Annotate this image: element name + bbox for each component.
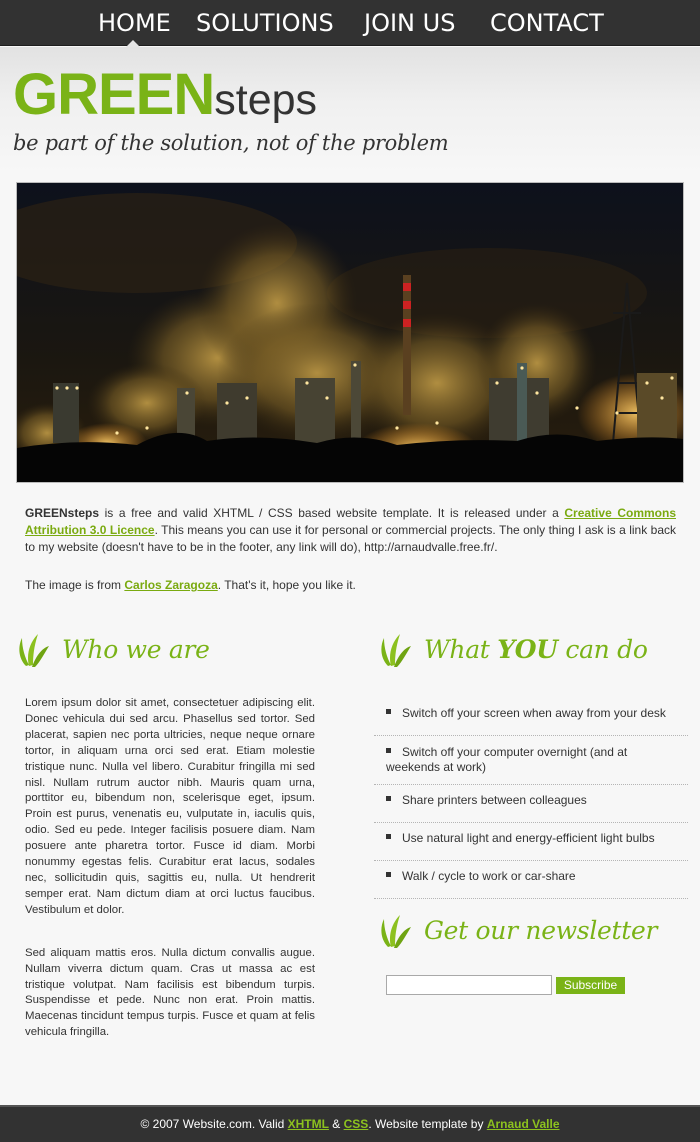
intro-text: is a free and valid XHTML / CSS based website template. It is released under a: [99, 506, 565, 520]
bullet-icon: [386, 709, 391, 714]
intro-text: The image is from: [25, 578, 125, 592]
author-link[interactable]: Arnaud Valle: [486, 1117, 560, 1131]
creative-commons-link[interactable]: Creative Commons Attribution 3.0 Licence: [25, 506, 676, 537]
section-title: What YOU can do: [424, 635, 648, 664]
bullet-icon: [386, 748, 391, 753]
active-nav-indicator: [126, 40, 140, 47]
nav-item-join-us[interactable]: JOIN US: [364, 9, 456, 37]
list-item: Switch off your screen when away from your desk: [374, 698, 688, 736]
intro-paragraph-1: [25, 505, 676, 556]
hero-image: [16, 182, 684, 483]
factory-night-illustration: [17, 183, 683, 482]
list-item: Switch off your computer overnight (and at weekends at work): [374, 736, 688, 785]
subscribe-button[interactable]: Subscribe: [556, 977, 625, 994]
nav-item-home[interactable]: HOME: [98, 9, 171, 37]
footer-text: © 2007 Website.com. Valid: [140, 1117, 288, 1131]
section-title: Who we are: [62, 635, 210, 664]
list-item: Share printers between colleagues: [374, 785, 688, 823]
body-paragraph: Sed aliquam mattis eros. Nulla dictum convallis augue. Nullam viverra dictum quam. Cras ut massa ac est tristique volutpat. Nam facilisis est bibendum turpis. Suspendisse et pede. Nunc non erat. Proin mattis. Maecenas tincidunt tempus turpis. Fusce et quam at felis vehicula fringilla.: [25, 946, 315, 1039]
list-item: Walk / cycle to work or car-share: [374, 861, 688, 899]
nav-item-contact[interactable]: CONTACT: [490, 9, 604, 37]
intro-paragraph-2: [25, 577, 676, 594]
intro-section: [25, 505, 676, 615]
tips-list: [374, 698, 688, 899]
css-link[interactable]: CSS: [343, 1117, 369, 1131]
bullet-icon: [386, 796, 391, 801]
footer-text: &: [328, 1117, 344, 1131]
leaf-icon: [378, 632, 412, 668]
intro-text: . That's it, hope you like it.: [217, 578, 356, 592]
site-footer: [0, 1105, 700, 1142]
site-header: [0, 47, 700, 172]
section-title: Get our newsletter: [424, 916, 658, 945]
leaf-icon: [378, 913, 412, 949]
top-nav: [0, 0, 700, 46]
logo-green-part: GREEN: [13, 62, 215, 127]
image-credit-link[interactable]: Carlos Zaragoza: [124, 578, 218, 592]
body-paragraph: Lorem ipsum dolor sit amet, consectetuer adipiscing elit. Donec vehicula dui sed arcu. Phasellus sed tortor. Sed placerat, sapien nec porta ultricies, neque neque ornare tortor, in aliquam urna orci sed erat. Etiam molestie tristique nunc. Nulla vel libero. Curabitur fringilla mi sed nisl. Nullam rutrum auctor nibh. Mauris quam urna, porttitor eu, bibendum non, scelerisque eget, ipsum. Proin est purus, venenatis eu, vulputate in, iaculis quis, odio. Sed eu pede. Integer facilisis posuere diam. Nam posuere ante pharetra tortor. Fusce id diam. Morbi nonummy egestas felis. Curabitur erat lacus, sodales nec, sollicitudin quis, sagittis eu, nulla. Ut hendrerit semper erat. Nam dictum diam at orci luctus faucibus. Vestibulum et dolor.: [25, 697, 315, 916]
intro-text: . This means you can use it for personal or commercial projects. The only thing I ask is a link back to my website (doesn't have to be in the footer, any link will do), http://arnaudvalle.free.fr/.: [25, 523, 677, 554]
nav-item-solutions[interactable]: SOLUTIONS: [196, 9, 334, 37]
bullet-icon: [386, 834, 391, 839]
bullet-icon: [386, 872, 391, 877]
who-we-are-content: [25, 696, 315, 1068]
brand-name: GREENsteps: [25, 506, 100, 520]
tagline: be part of the solution, not of the problem: [13, 131, 449, 155]
leaf-icon: [16, 632, 50, 668]
footer-text: . Website template by: [368, 1117, 487, 1131]
list-item: Use natural light and energy-efficient light bulbs: [374, 823, 688, 861]
newsletter-email-input[interactable]: [386, 975, 552, 995]
logo-steps-part: steps: [214, 76, 318, 124]
xhtml-link[interactable]: XHTML: [287, 1117, 329, 1131]
